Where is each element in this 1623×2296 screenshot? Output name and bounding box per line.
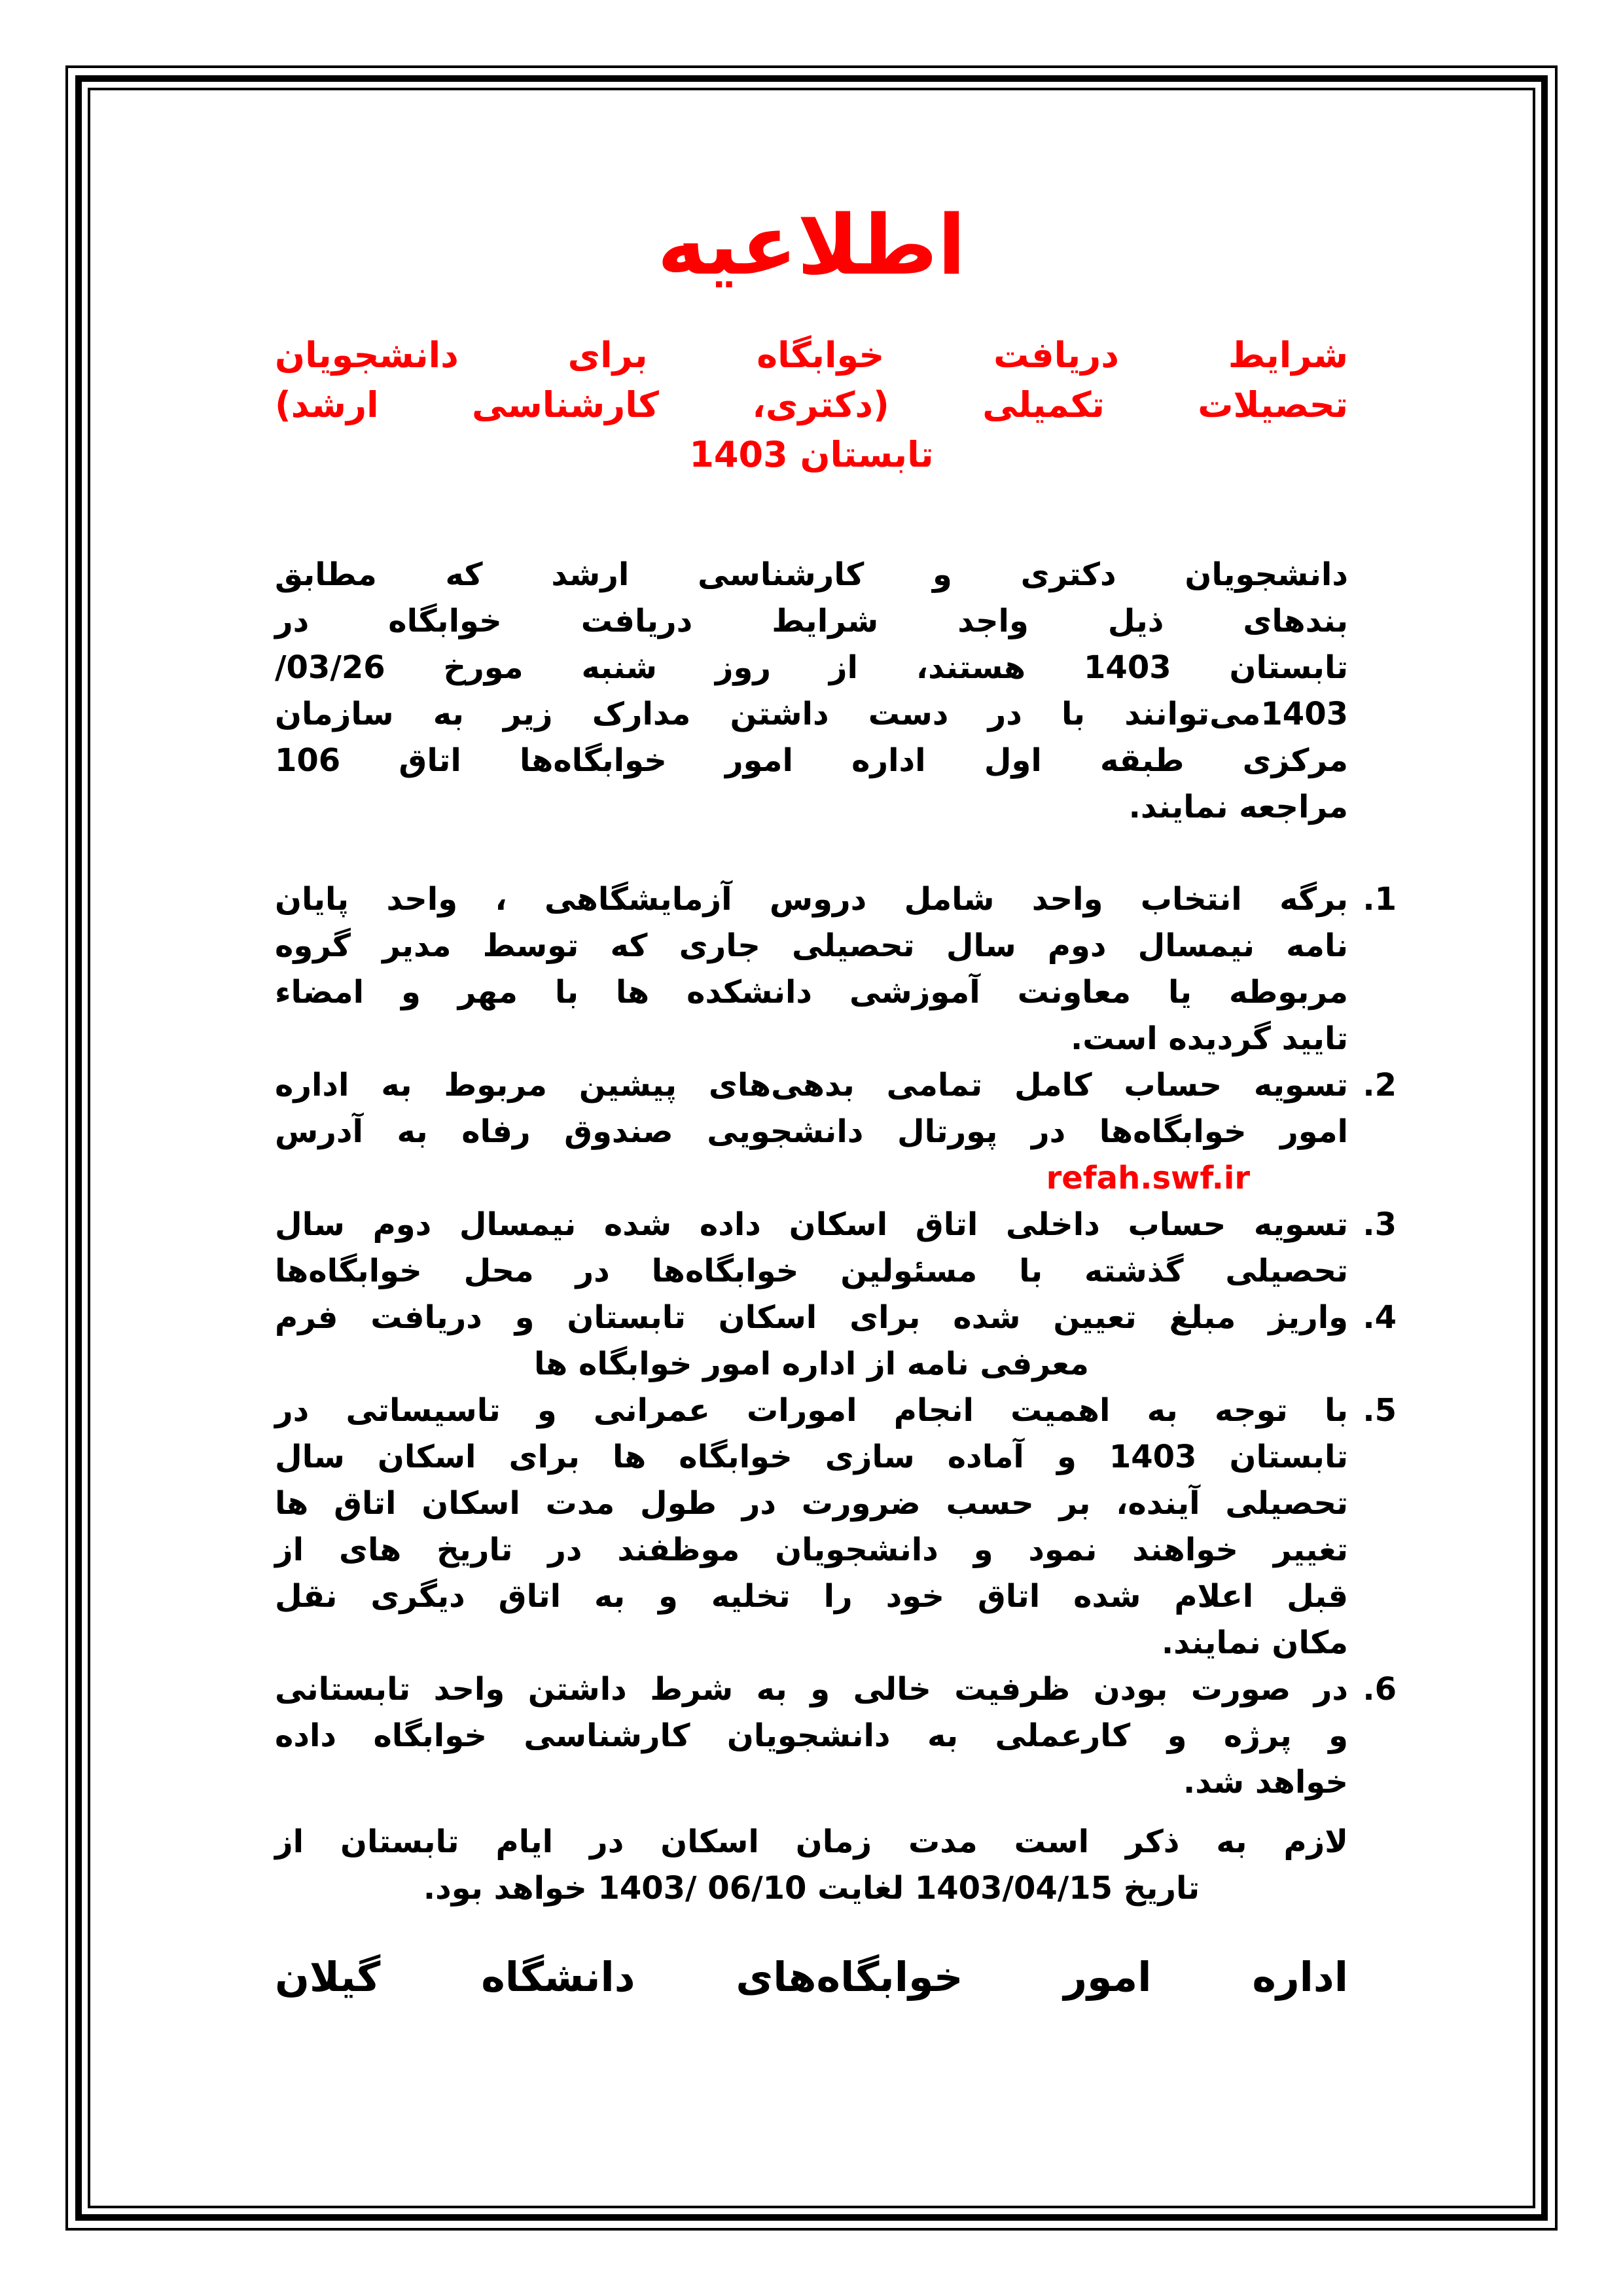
subtitle-line: شرایط دریافت خوابگاه برای دانشجویان	[275, 334, 1348, 376]
list-item-line: برگه انتخاب واحد شامل دروس آزمایشگاهی ، واحد پایان	[275, 881, 1348, 918]
list-item	[275, 1062, 1397, 1202]
list-item	[275, 1202, 1397, 1295]
requirements-list	[275, 876, 1397, 1806]
signature-footer	[275, 1951, 1348, 2003]
list-item-line: در صورت بودن ظرفیت خالی و به شرط داشتن واحد تابستانی	[275, 1671, 1348, 1708]
list-item-number: 4.	[1363, 1299, 1397, 1336]
list-item-line: مربوطه یا معاونت آموزشی دانشکده ها با مهر و امضاء	[275, 974, 1348, 1011]
list-item-line: تسویه حساب داخلی اتاق اسکان داده شده نیمسال دوم سال	[275, 1206, 1348, 1243]
list-item-line: تحصیلی گذشته با مسئولین خوابگاه‌ها در محل خوابگاه‌ها	[275, 1253, 1348, 1289]
subtitle-line: تحصیلات تکمیلی (دکتری، کارشناسی ارشد)	[275, 384, 1348, 425]
list-item-line: امور خوابگاه‌ها در پورتال دانشجویی صندوق رفاه به آدرس	[275, 1113, 1348, 1150]
intro-line: 1403می‌توانند با در دست داشتن مدارک زیر به سازمان	[275, 696, 1348, 732]
document-body	[275, 92, 1397, 2003]
list-item-line: تابستان 1403 و آماده سازی خوابگاه ها برای اسکان سال	[275, 1439, 1348, 1475]
list-item	[275, 1666, 1397, 1806]
intro-paragraph	[275, 552, 1348, 831]
list-item-line: خواهد شد.	[1183, 1764, 1348, 1801]
intro-line: مراجعه نمایند.	[1128, 789, 1348, 825]
notice-title: اطلاعیه	[657, 197, 966, 293]
list-item-line: نامه نیمسال دوم سال تحصیلی جاری که توسط مدیر گروه	[275, 927, 1348, 964]
list-item-line: تایید گردیده است.	[1070, 1020, 1348, 1057]
list-item-number: 1.	[1363, 881, 1397, 918]
portal-url: refah.swf.ir	[1046, 1160, 1250, 1196]
list-item-line: تغییر خواهند نمود و دانشجویان موظفند در تاریخ های از	[275, 1532, 1348, 1568]
intro-line: مرکزی طبقه اول اداره امور خوابگاه‌ها اتاق 106	[275, 742, 1348, 779]
list-item-number: 3.	[1363, 1206, 1397, 1243]
signature-footer-text: اداره امور خوابگاه‌های دانشگاه گیلان	[275, 1953, 1348, 2001]
duration-note	[275, 1819, 1348, 1912]
list-item-number: 2.	[1363, 1067, 1397, 1103]
list-item-line: و پرژه و کارعملی به دانشجویان کارشناسی خوابگاه داده	[275, 1717, 1348, 1754]
list-item	[275, 1295, 1397, 1388]
list-item-line: مکان نمایند.	[1161, 1624, 1348, 1661]
list-item-line: معرفی نامه از اداره امور خوابگاه ها	[533, 1346, 1090, 1382]
list-item	[275, 1388, 1397, 1666]
list-item-number: 5.	[1363, 1392, 1397, 1429]
intro-line: تابستان 1403 هستند، از روز شنبه مورخ 03/26/	[275, 649, 1349, 686]
note-line: لازم به ذکر است مدت زمان اسکان در ایام تابستان از	[275, 1823, 1348, 1860]
note-line: تاریخ 1403/04/15 لغایت 06/10 /1403 خواهد بود.	[423, 1870, 1200, 1907]
list-item-line: تحصیلی آینده، بر حسب ضرورت در طول مدت اسکان اتاق ها	[275, 1485, 1348, 1522]
list-item-number: 6.	[1363, 1671, 1397, 1708]
intro-line: بندهای ذیل واجد شرایط دریافت خوابگاه در	[275, 603, 1348, 639]
list-item	[275, 876, 1397, 1062]
intro-line: دانشجویان دکتری و کارشناسی ارشد که مطابق	[275, 556, 1348, 593]
list-item-line: تسویه حساب کامل تمامی بدهی‌های پیشین مربوط به اداره	[275, 1067, 1348, 1103]
list-item-line: با توجه به اهمیت انجام امورات عمرانی و تاسیساتی در	[275, 1392, 1348, 1429]
list-item-line: واریز مبلغ تعیین شده برای اسکان تابستان و دریافت فرم	[275, 1299, 1348, 1336]
list-item-line: قبل اعلام شده اتاق خود را تخلیه و به اتاق دیگری نقل	[275, 1578, 1348, 1615]
subtitle-line: تابستان 1403	[689, 434, 934, 475]
notice-subtitle	[275, 331, 1348, 480]
